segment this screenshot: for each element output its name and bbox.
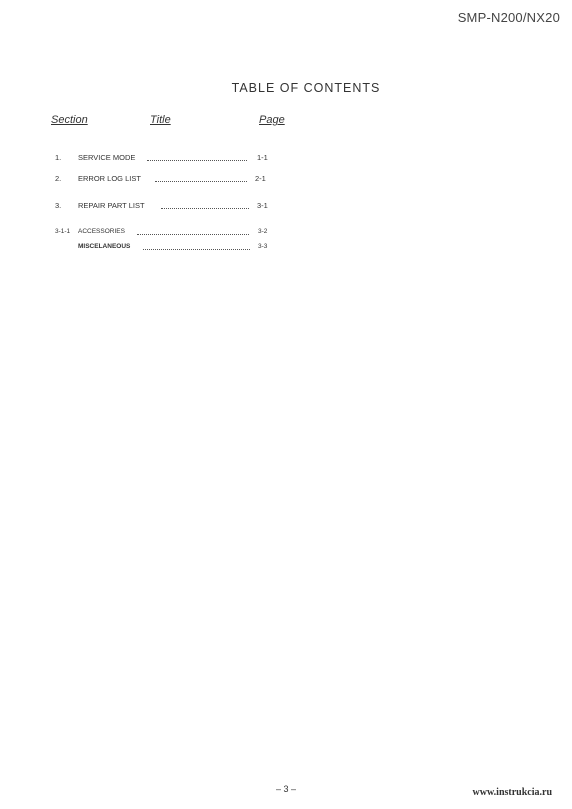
model-number: SMP-N200/NX20 [457,10,560,25]
watermark: www.instrukcia.ru [472,787,552,798]
toc-leader-dots [161,202,249,209]
toc-title: TABLE OF CONTENTS [231,81,381,95]
toc-entry-title: MISCELANEOUS [78,243,131,250]
toc-entry-title: SERVICE MODE [78,153,136,162]
toc-entry-number: 3-1-1 [55,228,71,235]
toc-entry-error-log-list[interactable] [55,174,285,184]
column-header-section: Section [51,114,88,126]
page-number: – 3 – [275,784,297,794]
toc-leader-dots [137,228,249,235]
toc-leader-dots [147,154,247,161]
toc-leader-dots [143,243,250,250]
toc-entry-miscelaneous[interactable] [55,242,285,252]
toc-entry-page: 3-2 [258,228,268,235]
toc-entry-page: 1-1 [257,153,268,162]
toc-entry-number: 2. [55,174,62,183]
toc-entry-service-mode[interactable] [55,153,285,163]
toc-entry-page: 3-1 [257,201,268,210]
toc-entry-repair-part-list[interactable] [55,201,285,211]
toc-entry-title: REPAIR PART LIST [78,201,145,210]
column-header-title: Title [150,114,171,126]
toc-entry-title: ACCESSORIES [78,228,125,235]
toc-entry-number: 3. [55,201,62,210]
toc-entry-accessories[interactable] [55,227,285,237]
toc-entry-page: 3-3 [258,243,268,250]
toc-entry-title: ERROR LOG LIST [78,174,141,183]
toc-entry-page: 2-1 [255,174,266,183]
column-header-page: Page [259,114,285,126]
toc-entry-number: 1. [55,153,62,162]
toc-leader-dots [155,175,247,182]
